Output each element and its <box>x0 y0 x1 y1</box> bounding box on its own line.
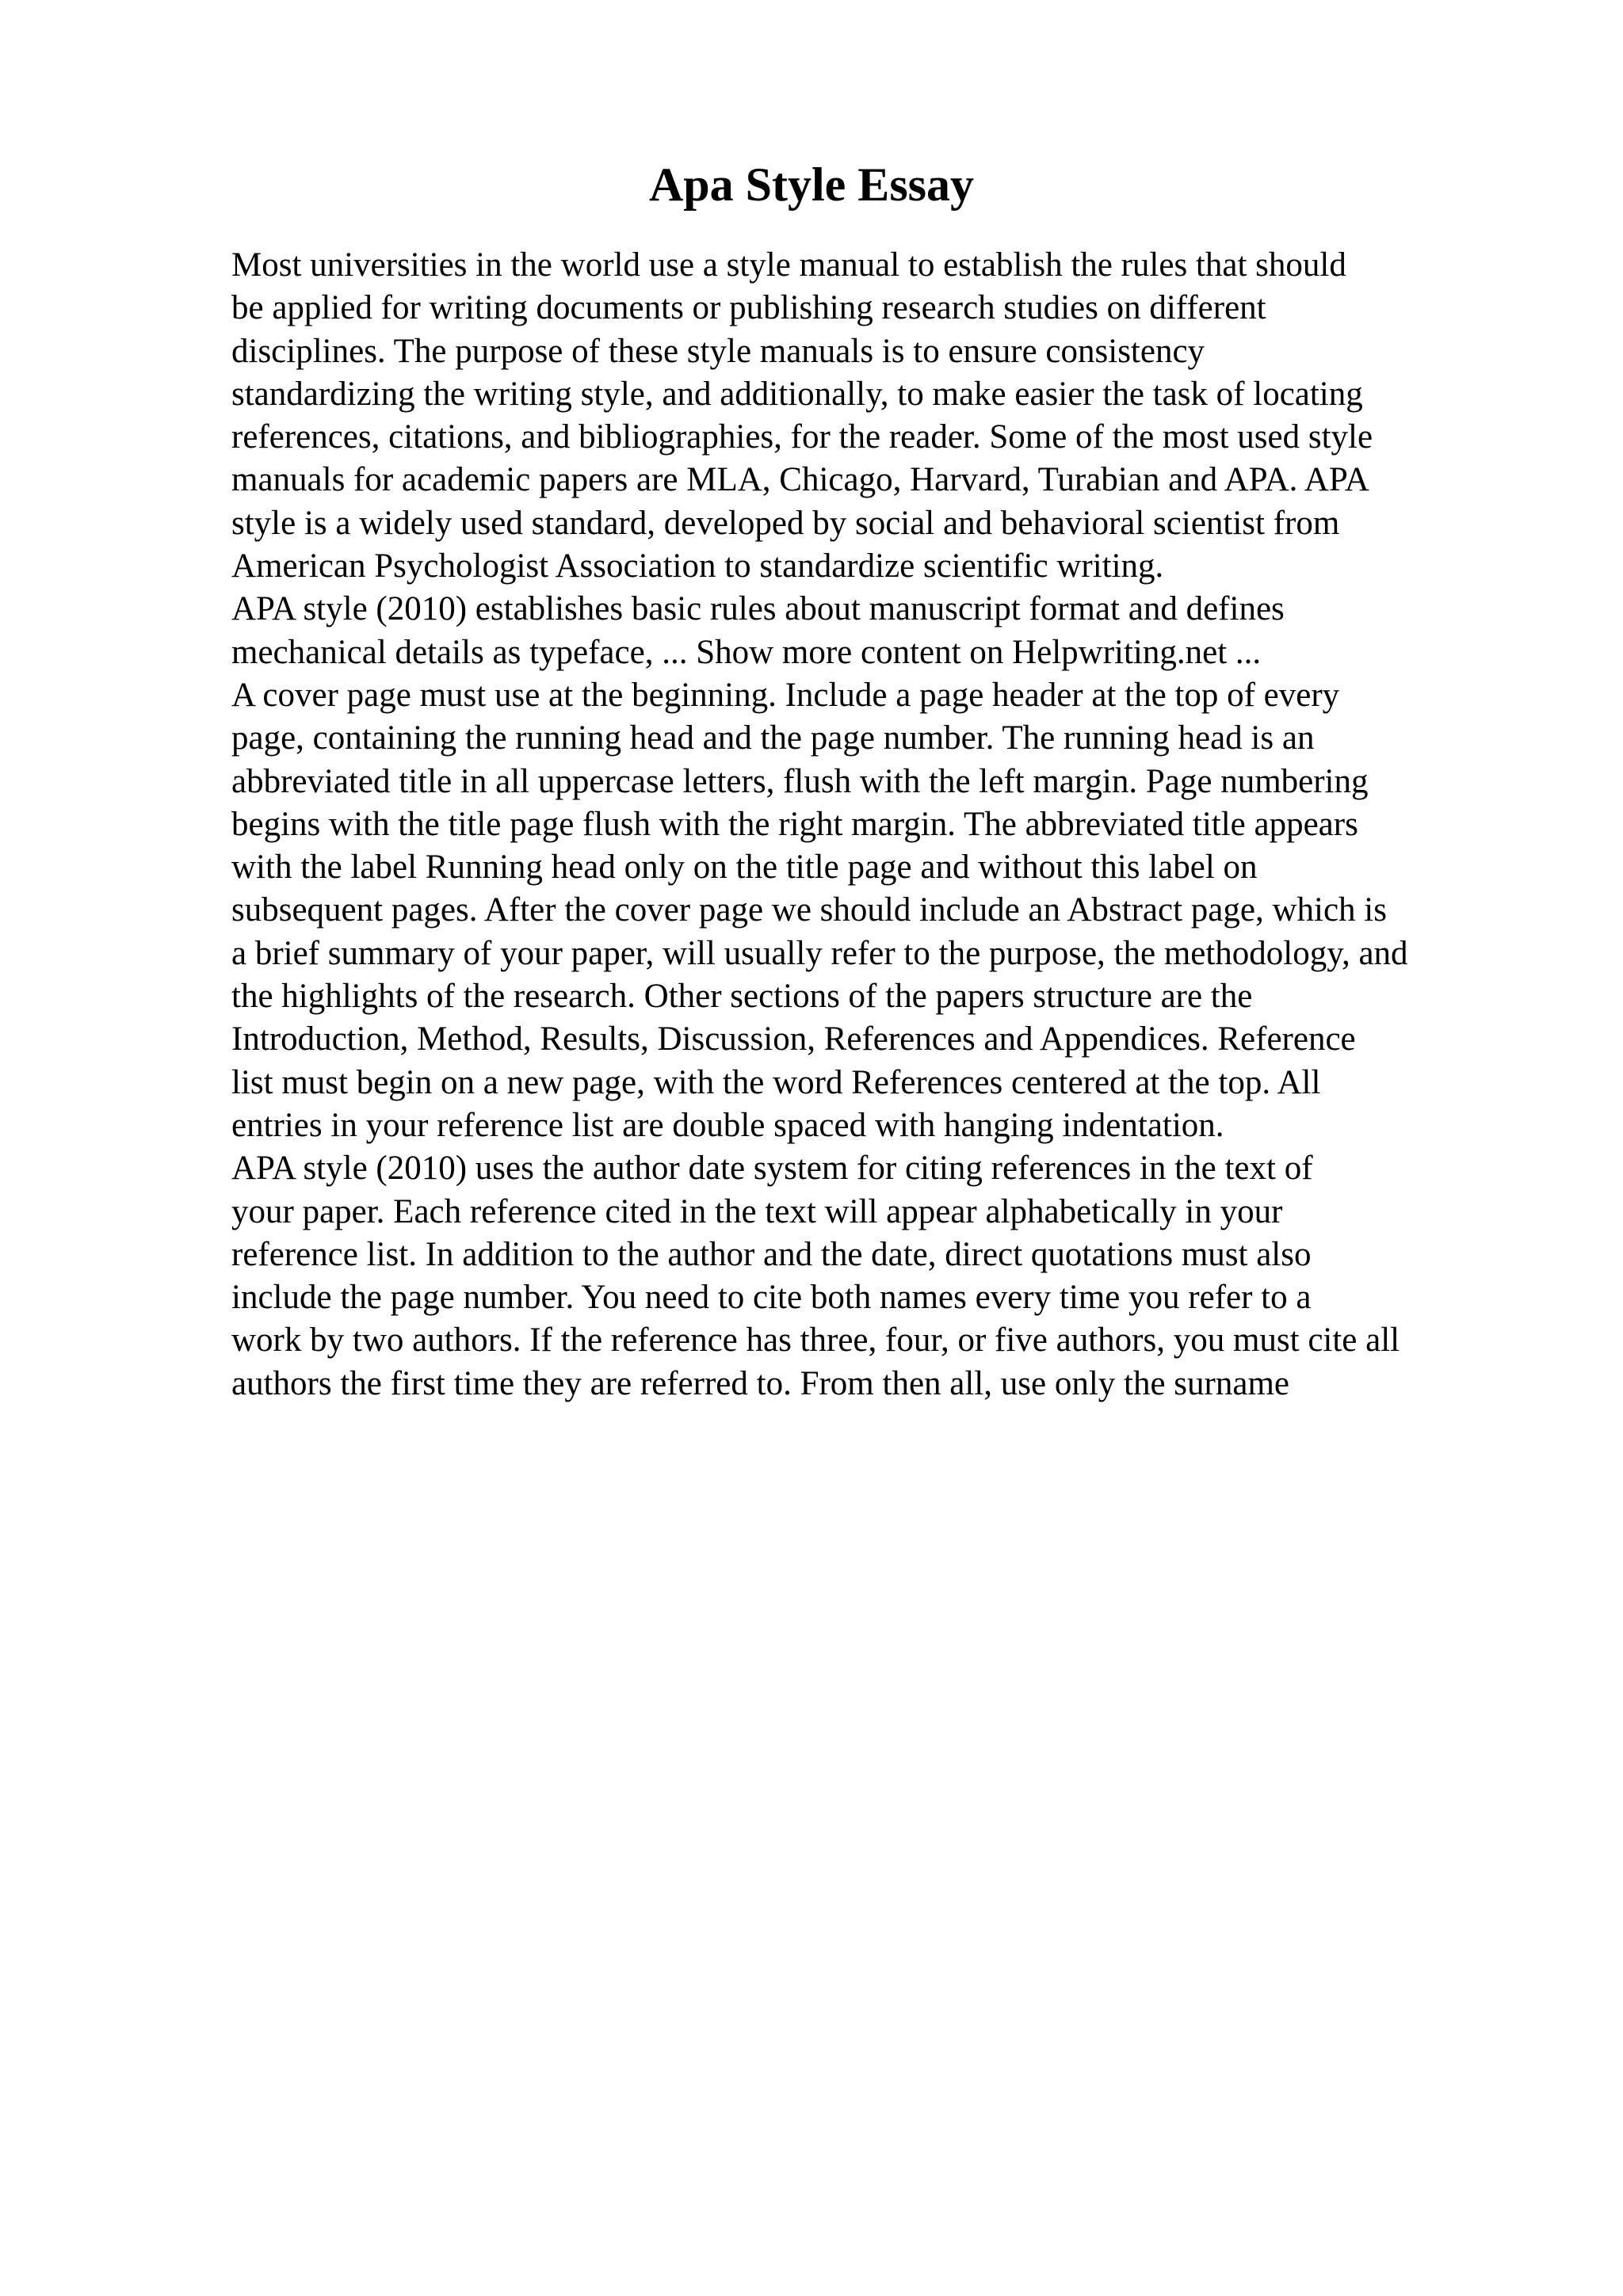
body-line: A cover page must use at the beginning. Include a page header at the top of every <box>231 676 1340 714</box>
body-line: include the page number. You need to cite both names every time you refer to a <box>231 1279 1312 1317</box>
body-line: be applied for writing documents or publishing research studies on different <box>231 289 1266 327</box>
body-line: authors the first time they are referred to. From then all, use only the surname <box>231 1364 1289 1402</box>
body-line: entries in your reference list are double spaced with hanging indentation. <box>231 1106 1224 1144</box>
body-line: reference list. In addition to the author and the date, direct quotations must also <box>231 1235 1312 1273</box>
body-line: APA style (2010) uses the author date system for citing references in the text of <box>231 1150 1313 1188</box>
body-line: mechanical details as typeface, ... Show more content on Helpwriting.net ... <box>231 633 1262 671</box>
body-line: standardizing the writing style, and additionally, to make easier the task of locating <box>231 375 1363 413</box>
body-line: a brief summary of your paper, will usually refer to the purpose, the methodology, and <box>231 934 1408 972</box>
body-line: manuals for academic papers are MLA, Chicago, Harvard, Turabian and APA. APA <box>231 461 1369 499</box>
document-body <box>231 244 1547 1405</box>
body-line: abbreviated title in all uppercase letters, flush with the left margin. Page numbering <box>231 762 1369 800</box>
document-title: Apa Style Essay <box>648 158 975 211</box>
body-line: the highlights of the research. Other sections of the papers structure are the <box>231 978 1253 1016</box>
body-line: subsequent pages. After the cover page we should include an Abstract page, which is <box>231 891 1387 929</box>
body-line: with the label Running head only on the title page and without this label on <box>231 849 1258 887</box>
body-line: your paper. Each reference cited in the text will appear alphabetically in your <box>231 1192 1283 1230</box>
body-line: page, containing the running head and the page number. The running head is an <box>231 719 1315 757</box>
body-line: Introduction, Method, Results, Discussion, References and Appendices. Reference <box>231 1020 1356 1058</box>
body-line: list must begin on a new page, with the word References centered at the top. All <box>231 1063 1321 1101</box>
body-line: style is a widely used standard, developed by social and behavioral scientist from <box>231 504 1340 542</box>
body-line: APA style (2010) establishes basic rules about manuscript format and defines <box>231 590 1285 628</box>
body-line: disciplines. The purpose of these style manuals is to ensure consistency <box>231 332 1205 370</box>
body-line: Most universities in the world use a style manual to establish the rules that should <box>231 246 1346 284</box>
body-line: work by two authors. If the reference has three, four, or five authors, you must cite all <box>231 1322 1400 1360</box>
body-line: American Psychologist Association to standardize scientific writing. <box>231 547 1164 585</box>
body-line: references, citations, and bibliographies, for the reader. Some of the most used style <box>231 418 1373 456</box>
body-line: begins with the title page flush with the right margin. The abbreviated title appears <box>231 805 1358 843</box>
